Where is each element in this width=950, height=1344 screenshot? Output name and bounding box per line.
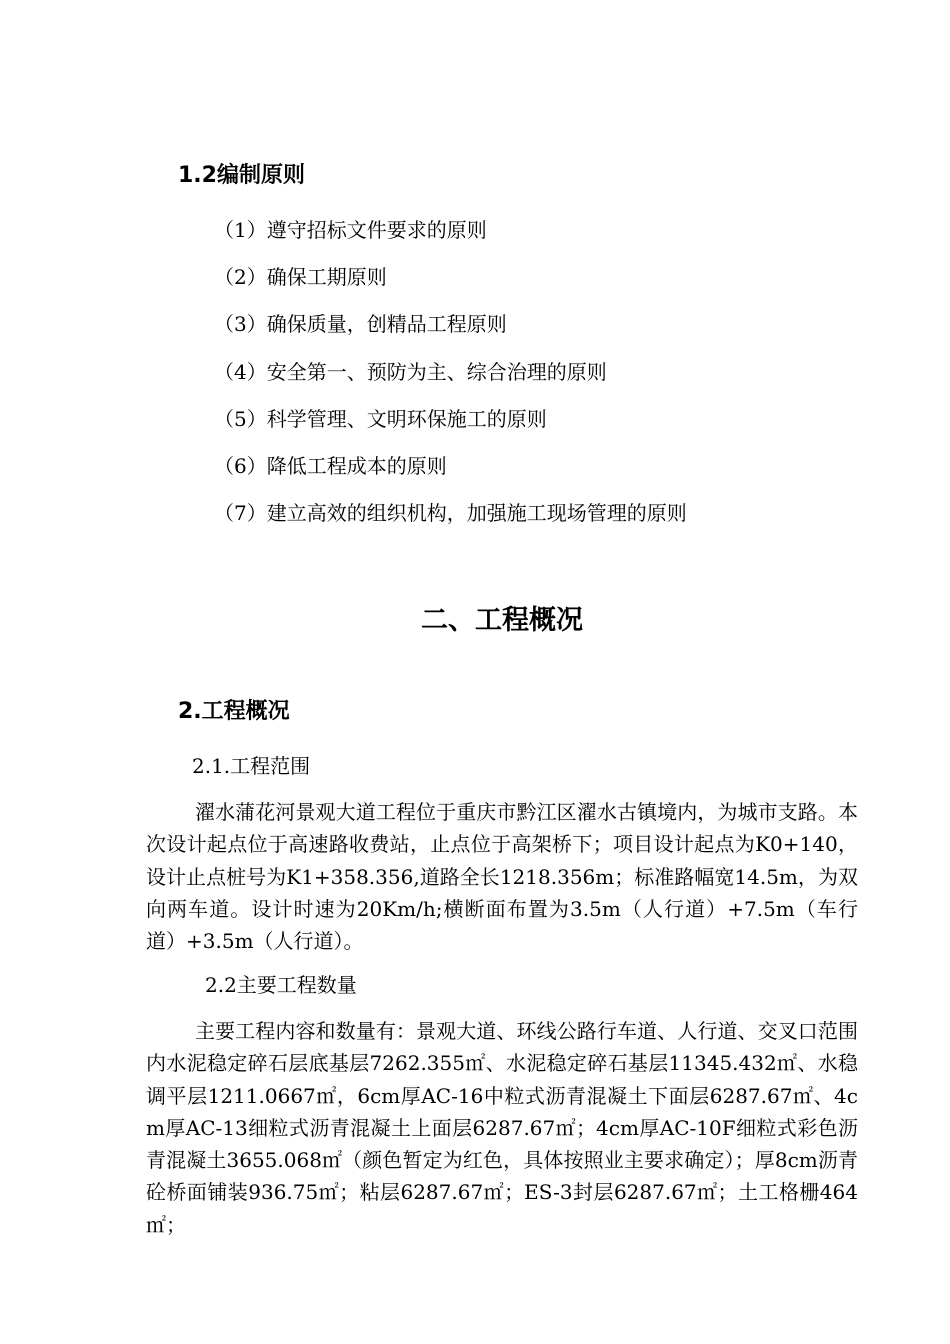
paragraph-project-scope: 濯水蒲花河景观大道工程位于重庆市黔江区濯水古镇境内，为城市支路。本次设计起点位于高速路收费站，止点位于高架桥下；项目设计起点为K0+140，设计止点桩号为K1+358.356,道路全长1218.356m；标准路幅宽14.5m，为双向两车道。设计时速为20Km/h;横断面布置为3.5m（人行道）+7.5m（车行道）+3.5m（人行道）。	[146, 800, 858, 954]
principle-item-1: （1）遵守招标文件要求的原则	[214, 218, 487, 242]
principles-list	[214, 216, 687, 546]
subsection-heading-2-1: 2.1.工程范围	[192, 754, 311, 778]
section-heading-1-2: 1.2编制原则	[178, 163, 305, 188]
principle-item-5: （5）科学管理、文明环保施工的原则	[214, 406, 547, 431]
principle-item-6: （6）降低工程成本的原则	[214, 453, 447, 478]
principle-item-3: （3）确保质量，创精品工程原则	[214, 312, 507, 337]
section-heading-2: 2.工程概况	[178, 699, 290, 724]
principle-item-2: （2）确保工期原则	[214, 265, 387, 290]
paragraph-main-quantities: 主要工程内容和数量有：景观大道、环线公路行车道、人行道、交叉口范围内水泥稳定碎石层底基层7262.355㎡、水泥稳定碎石基层11345.432㎡、水稳调平层1211.0667㎡，6cm厚AC-16中粒式沥青混凝土下面层6287.67㎡、4cm厚AC-13细粒式沥青混凝土上面层6287.67㎡；4cm厚AC-10F细粒式彩色沥青混凝土3655.068㎡（颜色暂定为红色，具体按照业主要求确定）；厚8cm沥青砼桥面铺装936.75㎡；粘层6287.67㎡；ES-3封层6287.67㎡；土工格栅464㎡；	[146, 1019, 858, 1237]
principle-item-7: （7）建立高效的组织机构，加强施工现场管理的原则	[214, 501, 687, 526]
principle-item-4: （4）安全第一、预防为主、综合治理的原则	[214, 359, 607, 384]
chapter-title: 二、工程概况	[421, 605, 583, 636]
subsection-heading-2-2: 2.2主要工程数量	[205, 973, 357, 997]
